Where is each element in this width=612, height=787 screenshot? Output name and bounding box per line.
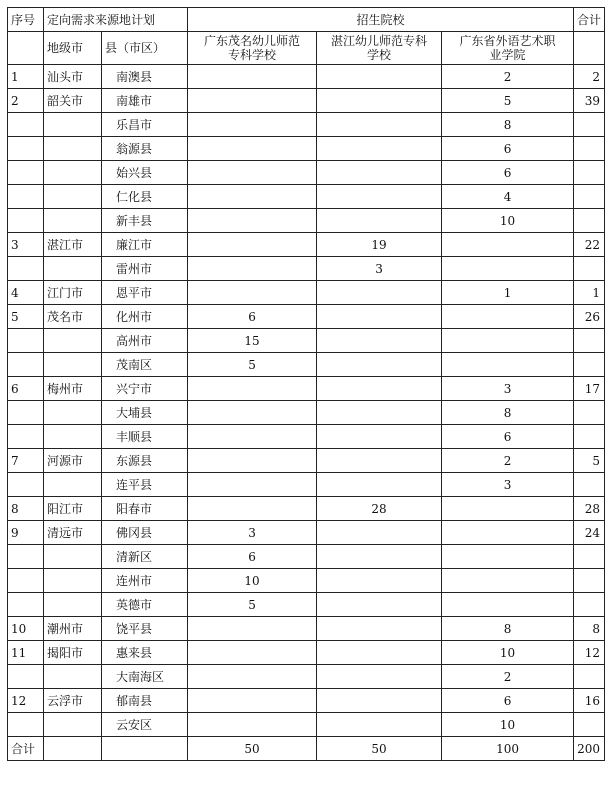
table-row bbox=[8, 689, 605, 713]
row-city bbox=[44, 593, 102, 617]
row-school-foreign-lang bbox=[442, 593, 574, 617]
header-school-maoming-line1: 广东茂名幼儿师范 bbox=[204, 34, 301, 48]
row-school-maoming bbox=[188, 665, 317, 689]
row-county: 仁化县 bbox=[102, 185, 188, 209]
row-total bbox=[574, 569, 605, 593]
header-school-zhanjiang bbox=[317, 32, 442, 65]
row-county: 清新区 bbox=[102, 545, 188, 569]
row-seq bbox=[8, 329, 44, 353]
grand-total: 200 bbox=[574, 737, 605, 761]
row-school-foreign-lang bbox=[442, 545, 574, 569]
table-row bbox=[8, 449, 605, 473]
row-school-maoming bbox=[188, 233, 317, 257]
row-school-foreign-lang: 8 bbox=[442, 401, 574, 425]
row-school-foreign-lang bbox=[442, 569, 574, 593]
row-total bbox=[574, 473, 605, 497]
header-schools: 招生院校 bbox=[188, 8, 574, 32]
table-row bbox=[8, 497, 605, 521]
row-city bbox=[44, 569, 102, 593]
row-seq: 1 bbox=[8, 65, 44, 89]
row-seq: 3 bbox=[8, 233, 44, 257]
row-school-foreign-lang: 2 bbox=[442, 449, 574, 473]
header-school-maoming-line2: 专科学校 bbox=[228, 48, 277, 62]
row-total: 24 bbox=[574, 521, 605, 545]
table-row bbox=[8, 89, 605, 113]
row-seq bbox=[8, 209, 44, 233]
row-school-maoming bbox=[188, 89, 317, 113]
row-city bbox=[44, 713, 102, 737]
row-school-zhanjiang bbox=[317, 521, 442, 545]
table-row bbox=[8, 329, 605, 353]
row-county: 惠来县 bbox=[102, 641, 188, 665]
row-county: 翁源县 bbox=[102, 137, 188, 161]
row-school-zhanjiang bbox=[317, 137, 442, 161]
row-county: 云安区 bbox=[102, 713, 188, 737]
header-total-blank bbox=[574, 32, 605, 65]
row-county: 佛冈县 bbox=[102, 521, 188, 545]
row-school-zhanjiang bbox=[317, 89, 442, 113]
row-school-foreign-lang bbox=[442, 521, 574, 545]
row-seq bbox=[8, 137, 44, 161]
header-city: 地级市 bbox=[44, 32, 102, 65]
header-source-plan: 定向需求来源地计划 bbox=[44, 8, 188, 32]
row-school-foreign-lang: 3 bbox=[442, 377, 574, 401]
row-school-zhanjiang bbox=[317, 473, 442, 497]
row-seq: 4 bbox=[8, 281, 44, 305]
row-school-zhanjiang bbox=[317, 713, 442, 737]
row-total bbox=[574, 401, 605, 425]
row-school-zhanjiang: 19 bbox=[317, 233, 442, 257]
table-row bbox=[8, 233, 605, 257]
row-seq: 6 bbox=[8, 377, 44, 401]
row-school-foreign-lang bbox=[442, 497, 574, 521]
row-county: 阳春市 bbox=[102, 497, 188, 521]
table-row bbox=[8, 305, 605, 329]
row-seq: 2 bbox=[8, 89, 44, 113]
row-seq bbox=[8, 257, 44, 281]
row-seq: 5 bbox=[8, 305, 44, 329]
table-row bbox=[8, 713, 605, 737]
row-total: 28 bbox=[574, 497, 605, 521]
row-school-foreign-lang: 10 bbox=[442, 209, 574, 233]
row-seq bbox=[8, 161, 44, 185]
row-total bbox=[574, 353, 605, 377]
row-school-foreign-lang: 1 bbox=[442, 281, 574, 305]
row-city: 汕头市 bbox=[44, 65, 102, 89]
row-total: 5 bbox=[574, 449, 605, 473]
row-total bbox=[574, 545, 605, 569]
row-school-foreign-lang: 6 bbox=[442, 161, 574, 185]
row-school-maoming bbox=[188, 641, 317, 665]
row-total bbox=[574, 113, 605, 137]
header-total: 合计 bbox=[574, 8, 605, 32]
row-county: 高州市 bbox=[102, 329, 188, 353]
row-city bbox=[44, 209, 102, 233]
row-school-maoming bbox=[188, 161, 317, 185]
row-total bbox=[574, 257, 605, 281]
row-county: 茂南区 bbox=[102, 353, 188, 377]
row-city bbox=[44, 185, 102, 209]
row-school-foreign-lang bbox=[442, 329, 574, 353]
row-seq bbox=[8, 569, 44, 593]
row-city bbox=[44, 665, 102, 689]
row-city: 韶关市 bbox=[44, 89, 102, 113]
row-total bbox=[574, 161, 605, 185]
row-city bbox=[44, 545, 102, 569]
header-school-zhanjiang-line1: 湛江幼儿师范专科 bbox=[331, 34, 428, 48]
row-school-maoming bbox=[188, 113, 317, 137]
row-school-zhanjiang: 28 bbox=[317, 497, 442, 521]
row-school-maoming: 3 bbox=[188, 521, 317, 545]
row-school-zhanjiang bbox=[317, 209, 442, 233]
row-school-zhanjiang bbox=[317, 593, 442, 617]
row-county: 雷州市 bbox=[102, 257, 188, 281]
row-total: 1 bbox=[574, 281, 605, 305]
total-city-blank bbox=[44, 737, 102, 761]
row-school-zhanjiang bbox=[317, 425, 442, 449]
row-county: 南雄市 bbox=[102, 89, 188, 113]
row-total bbox=[574, 185, 605, 209]
row-seq bbox=[8, 545, 44, 569]
header-seq: 序号 bbox=[8, 8, 44, 32]
row-school-foreign-lang: 2 bbox=[442, 65, 574, 89]
row-school-zhanjiang bbox=[317, 449, 442, 473]
row-school-foreign-lang bbox=[442, 353, 574, 377]
row-school-foreign-lang: 3 bbox=[442, 473, 574, 497]
row-school-zhanjiang bbox=[317, 377, 442, 401]
row-total bbox=[574, 665, 605, 689]
row-county: 大南海区 bbox=[102, 665, 188, 689]
table-row bbox=[8, 665, 605, 689]
row-seq bbox=[8, 113, 44, 137]
row-county: 郁南县 bbox=[102, 689, 188, 713]
row-seq: 11 bbox=[8, 641, 44, 665]
row-school-foreign-lang: 8 bbox=[442, 617, 574, 641]
row-city bbox=[44, 473, 102, 497]
row-school-maoming bbox=[188, 617, 317, 641]
row-school-foreign-lang: 4 bbox=[442, 185, 574, 209]
row-county: 大埔县 bbox=[102, 401, 188, 425]
row-total bbox=[574, 137, 605, 161]
table-row bbox=[8, 257, 605, 281]
row-school-maoming bbox=[188, 65, 317, 89]
row-school-maoming bbox=[188, 425, 317, 449]
row-county: 南澳县 bbox=[102, 65, 188, 89]
row-school-maoming bbox=[188, 473, 317, 497]
row-city bbox=[44, 353, 102, 377]
table-row bbox=[8, 521, 605, 545]
row-total: 22 bbox=[574, 233, 605, 257]
row-city bbox=[44, 401, 102, 425]
header-county: 县（市区） bbox=[102, 32, 188, 65]
row-seq bbox=[8, 593, 44, 617]
row-school-maoming: 5 bbox=[188, 593, 317, 617]
row-seq: 12 bbox=[8, 689, 44, 713]
row-school-maoming bbox=[188, 257, 317, 281]
table-row bbox=[8, 353, 605, 377]
header-school-foreign-lang bbox=[442, 32, 574, 65]
allocation-table bbox=[7, 7, 605, 761]
row-county: 兴宁市 bbox=[102, 377, 188, 401]
row-county: 化州市 bbox=[102, 305, 188, 329]
row-school-foreign-lang: 6 bbox=[442, 137, 574, 161]
table-row bbox=[8, 209, 605, 233]
row-county: 乐昌市 bbox=[102, 113, 188, 137]
allocation-table-wrapper bbox=[7, 7, 605, 761]
table-row bbox=[8, 473, 605, 497]
row-school-maoming bbox=[188, 281, 317, 305]
row-school-maoming bbox=[188, 401, 317, 425]
row-county: 廉江市 bbox=[102, 233, 188, 257]
total-label: 合计 bbox=[8, 737, 44, 761]
row-school-foreign-lang: 8 bbox=[442, 113, 574, 137]
row-seq bbox=[8, 473, 44, 497]
row-school-maoming bbox=[188, 497, 317, 521]
row-school-foreign-lang bbox=[442, 257, 574, 281]
row-total bbox=[574, 713, 605, 737]
row-school-zhanjiang bbox=[317, 185, 442, 209]
row-school-zhanjiang bbox=[317, 113, 442, 137]
row-school-foreign-lang: 10 bbox=[442, 641, 574, 665]
row-school-maoming bbox=[188, 377, 317, 401]
row-county: 英德市 bbox=[102, 593, 188, 617]
row-school-zhanjiang bbox=[317, 353, 442, 377]
row-school-maoming bbox=[188, 209, 317, 233]
row-school-maoming bbox=[188, 713, 317, 737]
row-city bbox=[44, 161, 102, 185]
table-row bbox=[8, 569, 605, 593]
row-school-zhanjiang bbox=[317, 329, 442, 353]
row-city bbox=[44, 137, 102, 161]
row-total bbox=[574, 329, 605, 353]
row-county: 连州市 bbox=[102, 569, 188, 593]
row-total bbox=[574, 425, 605, 449]
row-county: 恩平市 bbox=[102, 281, 188, 305]
row-school-foreign-lang: 5 bbox=[442, 89, 574, 113]
row-total: 12 bbox=[574, 641, 605, 665]
row-school-maoming: 5 bbox=[188, 353, 317, 377]
table-row bbox=[8, 161, 605, 185]
table-row bbox=[8, 401, 605, 425]
row-school-zhanjiang bbox=[317, 665, 442, 689]
row-school-zhanjiang bbox=[317, 161, 442, 185]
row-seq: 8 bbox=[8, 497, 44, 521]
row-school-zhanjiang bbox=[317, 545, 442, 569]
row-seq bbox=[8, 713, 44, 737]
row-city: 河源市 bbox=[44, 449, 102, 473]
row-school-zhanjiang bbox=[317, 305, 442, 329]
row-school-maoming: 15 bbox=[188, 329, 317, 353]
header-row-2 bbox=[8, 32, 605, 65]
header-school-maoming bbox=[188, 32, 317, 65]
row-city: 江门市 bbox=[44, 281, 102, 305]
row-seq bbox=[8, 353, 44, 377]
row-county: 丰顺县 bbox=[102, 425, 188, 449]
row-school-foreign-lang: 2 bbox=[442, 665, 574, 689]
row-school-maoming bbox=[188, 137, 317, 161]
row-school-foreign-lang: 10 bbox=[442, 713, 574, 737]
row-school-zhanjiang bbox=[317, 569, 442, 593]
header-seq-blank bbox=[8, 32, 44, 65]
total-row bbox=[8, 737, 605, 761]
header-school-foreign-lang-line1: 广东省外语艺术职 bbox=[459, 34, 556, 48]
row-seq: 10 bbox=[8, 617, 44, 641]
row-seq: 9 bbox=[8, 521, 44, 545]
row-total: 26 bbox=[574, 305, 605, 329]
row-city: 湛江市 bbox=[44, 233, 102, 257]
table-row bbox=[8, 185, 605, 209]
total-school-foreign-lang: 100 bbox=[442, 737, 574, 761]
row-seq bbox=[8, 425, 44, 449]
row-total: 2 bbox=[574, 65, 605, 89]
table-row bbox=[8, 593, 605, 617]
row-school-maoming bbox=[188, 449, 317, 473]
row-city: 揭阳市 bbox=[44, 641, 102, 665]
row-seq bbox=[8, 665, 44, 689]
row-total: 39 bbox=[574, 89, 605, 113]
total-school-maoming: 50 bbox=[188, 737, 317, 761]
table-row bbox=[8, 137, 605, 161]
row-school-maoming: 6 bbox=[188, 545, 317, 569]
table-row bbox=[8, 545, 605, 569]
row-school-maoming bbox=[188, 185, 317, 209]
header-school-foreign-lang-line2: 业学院 bbox=[489, 48, 526, 62]
row-city: 阳江市 bbox=[44, 497, 102, 521]
row-total: 16 bbox=[574, 689, 605, 713]
header-row-1 bbox=[8, 8, 605, 32]
row-school-maoming bbox=[188, 689, 317, 713]
row-school-zhanjiang: 3 bbox=[317, 257, 442, 281]
row-total: 17 bbox=[574, 377, 605, 401]
table-row bbox=[8, 113, 605, 137]
row-county: 东源县 bbox=[102, 449, 188, 473]
row-city: 云浮市 bbox=[44, 689, 102, 713]
row-school-zhanjiang bbox=[317, 65, 442, 89]
row-county: 始兴县 bbox=[102, 161, 188, 185]
row-city bbox=[44, 113, 102, 137]
row-school-zhanjiang bbox=[317, 281, 442, 305]
row-city: 潮州市 bbox=[44, 617, 102, 641]
row-total bbox=[574, 209, 605, 233]
row-county: 饶平县 bbox=[102, 617, 188, 641]
row-school-maoming: 6 bbox=[188, 305, 317, 329]
row-seq: 7 bbox=[8, 449, 44, 473]
row-total bbox=[574, 593, 605, 617]
row-total: 8 bbox=[574, 617, 605, 641]
row-county: 连平县 bbox=[102, 473, 188, 497]
row-seq bbox=[8, 185, 44, 209]
table-row bbox=[8, 377, 605, 401]
table-row bbox=[8, 65, 605, 89]
table-row bbox=[8, 641, 605, 665]
row-school-maoming: 10 bbox=[188, 569, 317, 593]
row-county: 新丰县 bbox=[102, 209, 188, 233]
row-city bbox=[44, 257, 102, 281]
row-seq bbox=[8, 401, 44, 425]
row-city: 梅州市 bbox=[44, 377, 102, 401]
row-school-zhanjiang bbox=[317, 401, 442, 425]
row-school-zhanjiang bbox=[317, 689, 442, 713]
row-school-foreign-lang bbox=[442, 305, 574, 329]
row-school-foreign-lang bbox=[442, 233, 574, 257]
table-row bbox=[8, 617, 605, 641]
total-school-zhanjiang: 50 bbox=[317, 737, 442, 761]
table-row bbox=[8, 281, 605, 305]
row-city: 茂名市 bbox=[44, 305, 102, 329]
row-school-zhanjiang bbox=[317, 641, 442, 665]
row-city bbox=[44, 425, 102, 449]
header-school-zhanjiang-line2: 学校 bbox=[367, 48, 392, 62]
total-county-blank bbox=[102, 737, 188, 761]
row-school-foreign-lang: 6 bbox=[442, 689, 574, 713]
row-school-foreign-lang: 6 bbox=[442, 425, 574, 449]
row-school-zhanjiang bbox=[317, 617, 442, 641]
row-city bbox=[44, 329, 102, 353]
row-city: 清远市 bbox=[44, 521, 102, 545]
table-row bbox=[8, 425, 605, 449]
